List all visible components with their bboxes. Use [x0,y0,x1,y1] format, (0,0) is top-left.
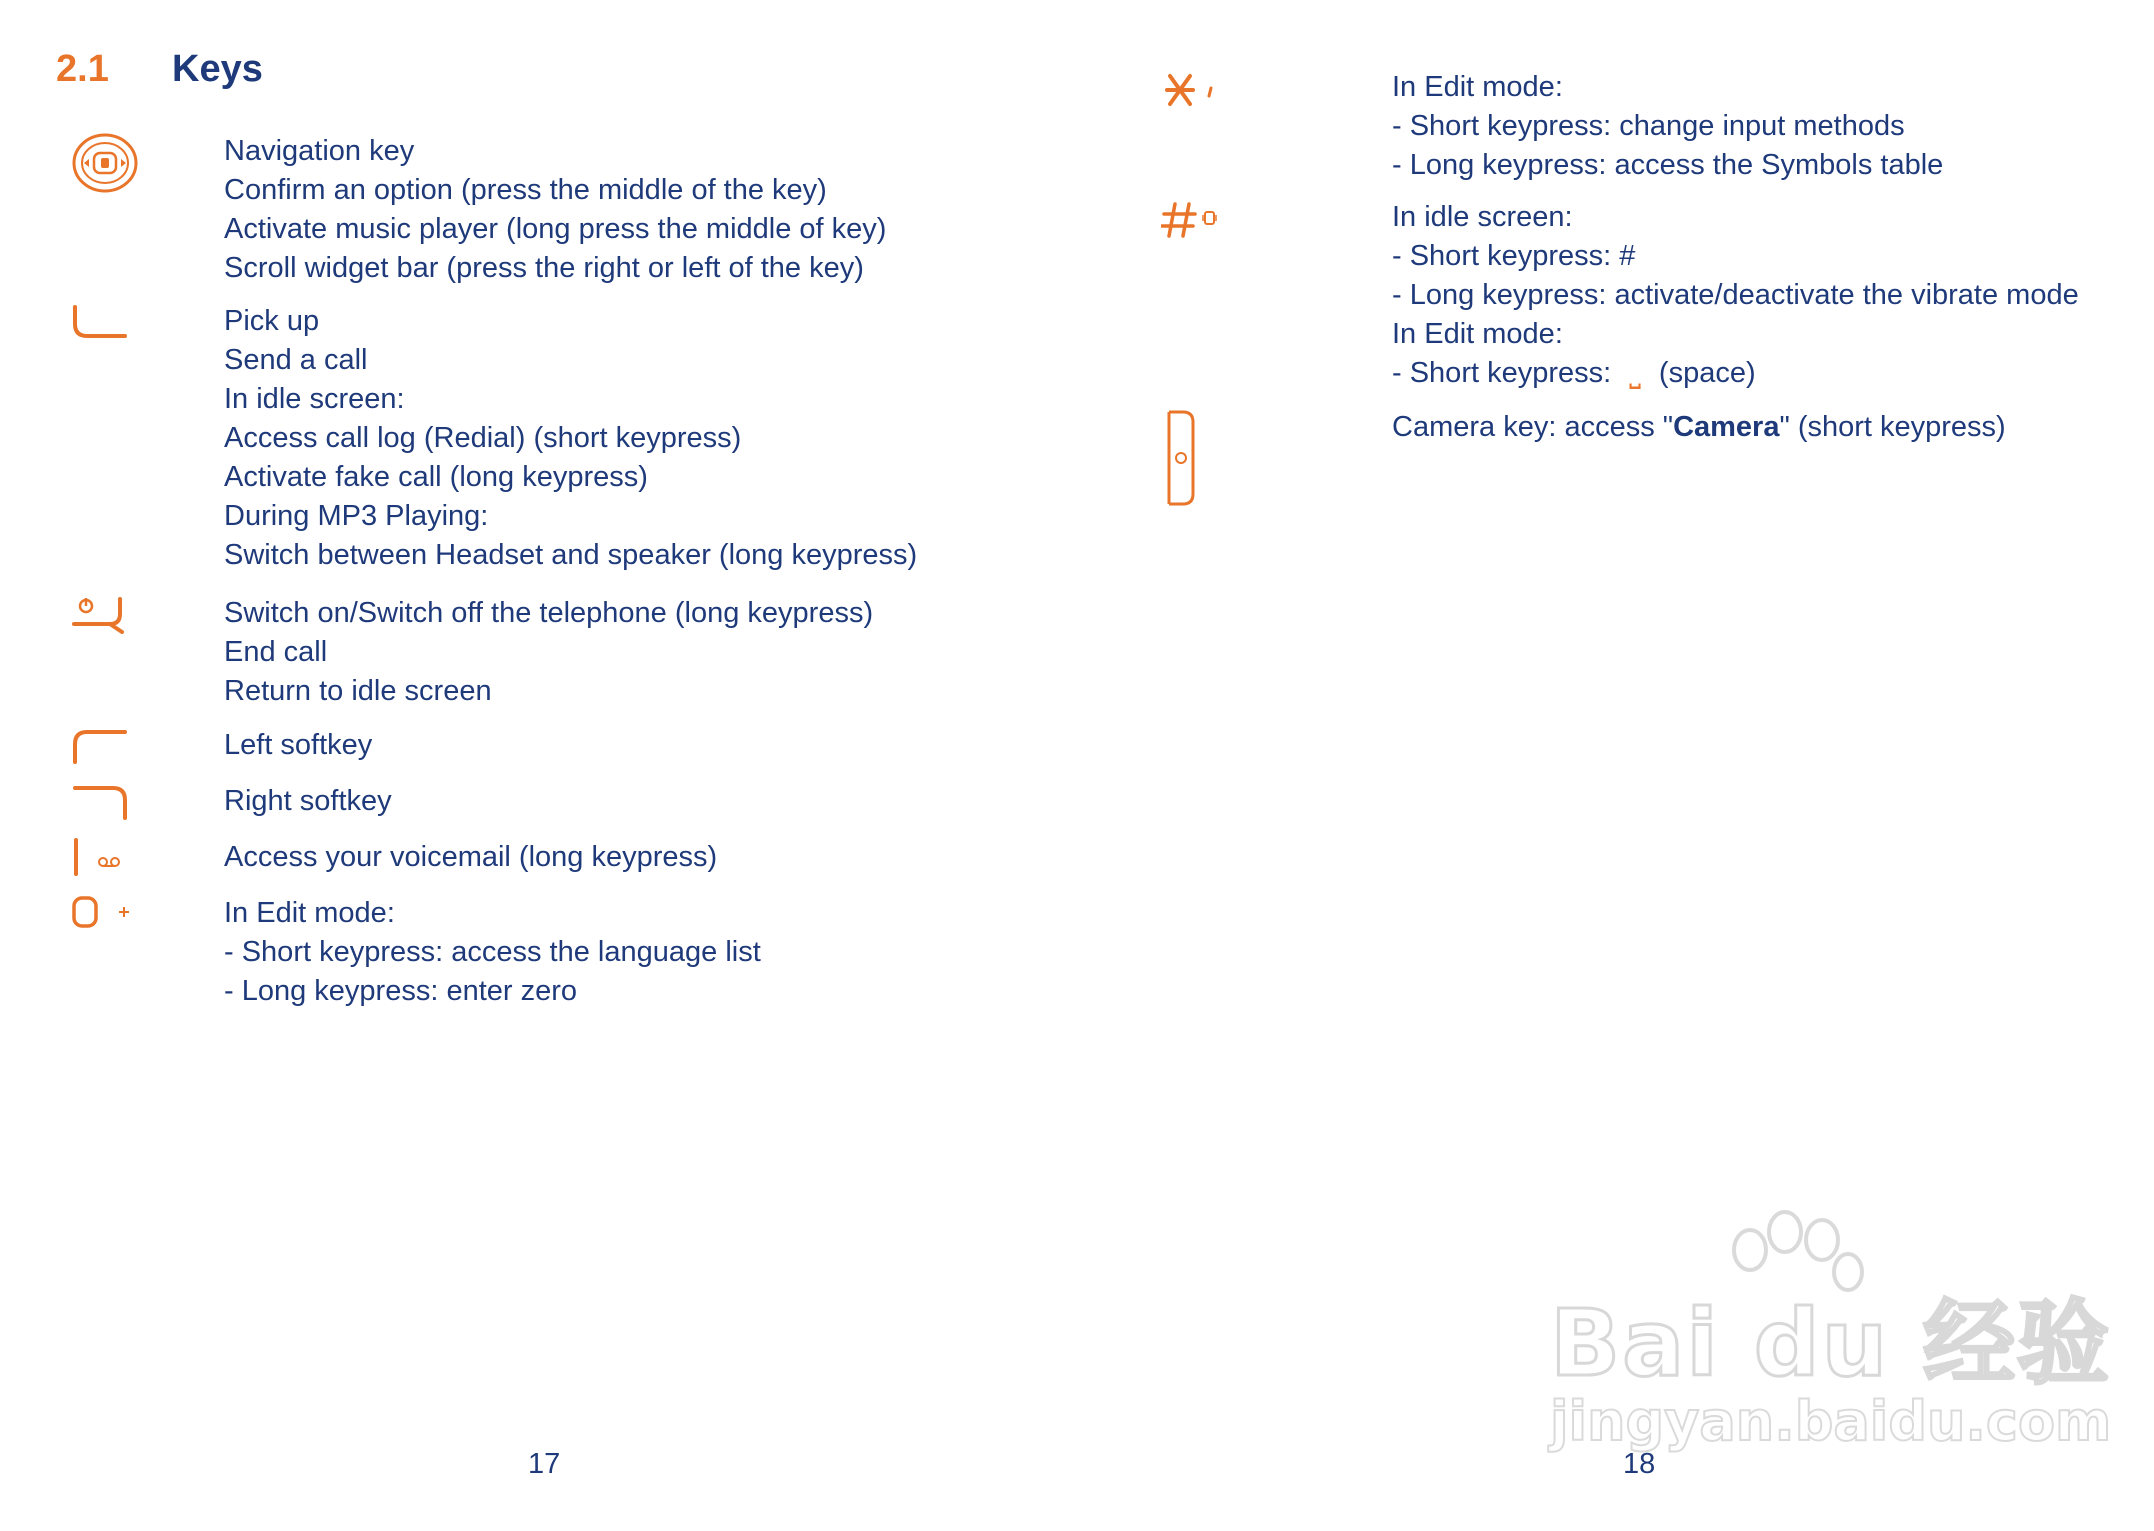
star-line-2: - Short keypress: change input methods [1392,110,1905,142]
nav-line-1: Navigation key [224,135,415,167]
pickup-line-4: Access call log (Redial) (short keypress) [224,422,742,454]
pickup-line-1: Pick up [224,305,320,337]
watermark-logo: Bai du 经验 [1550,1290,2112,1397]
right-softkey-label: Right softkey [224,785,392,817]
page-number-left: 17 [528,1448,561,1480]
baidu-watermark [1540,1210,2112,1490]
camera-key-icon [1161,408,1201,508]
pickup-line-7: Switch between Headset and speaker (long keypress) [224,539,918,571]
pickup-line-5: Activate fake call (long keypress) [224,461,648,493]
space-symbol-icon: ⎵ [1629,357,1641,389]
hash-line-2: - Short keypress: # [1392,240,1636,272]
pick-up-key-icon [70,302,130,342]
watermark-url: jingyan.baidu.com [1550,1390,2112,1453]
end-line-2: End call [224,636,328,668]
nav-line-2: Confirm an option (press the middle of the key) [224,174,827,206]
voicemail-key-icon [70,838,130,878]
camera-line [1392,408,2006,447]
camera-line-prefix: Camera key: access " [1392,411,1674,443]
navigation-key-icon [70,132,140,194]
star-key-icon [1161,68,1221,112]
pickup-line-6: During MP3 Playing: [224,500,489,532]
star-line-3: - Long keypress: access the Symbols table [1392,149,1944,181]
camera-line-suffix: " (short keypress) [1779,411,2006,443]
end-line-1: Switch on/Switch off the telephone (long keypress) [224,597,874,629]
voicemail-label: Access your voicemail (long keypress) [224,841,718,873]
left-softkey-icon [70,726,130,766]
pickup-line-2: Send a call [224,344,368,376]
page-number-right: 18 [1623,1448,1656,1480]
camera-line-bold: Camera [1673,411,1780,443]
section-number: 2.1 [56,48,109,90]
zero-plus-key-icon [70,894,136,934]
power-end-key-icon [70,594,130,634]
hash-line-4: In Edit mode: [1392,318,1563,350]
hash-line-1: In idle screen: [1392,201,1573,233]
hash-space-suffix: (space) [1658,357,1756,389]
hash-line-3: - Long keypress: activate/deactivate the vibrate mode [1392,279,2079,311]
hash-space-line [1392,354,2079,393]
nav-line-4: Scroll widget bar (press the right or left of the key) [224,252,864,284]
end-line-3: Return to idle screen [224,675,492,707]
right-softkey-icon [70,782,130,822]
hash-space-prefix: - Short keypress: [1392,357,1612,389]
hash-key-icon [1161,198,1221,242]
zero-line-3: - Long keypress: enter zero [224,975,578,1007]
pickup-line-3: In idle screen: [224,383,405,415]
zero-line-1: In Edit mode: [224,897,395,929]
section-title: Keys [172,48,263,90]
star-line-1: In Edit mode: [1392,71,1563,103]
zero-line-2: - Short keypress: access the language list [224,936,761,968]
left-softkey-label: Left softkey [224,729,373,761]
nav-line-3: Activate music player (long press the middle of key) [224,213,887,245]
